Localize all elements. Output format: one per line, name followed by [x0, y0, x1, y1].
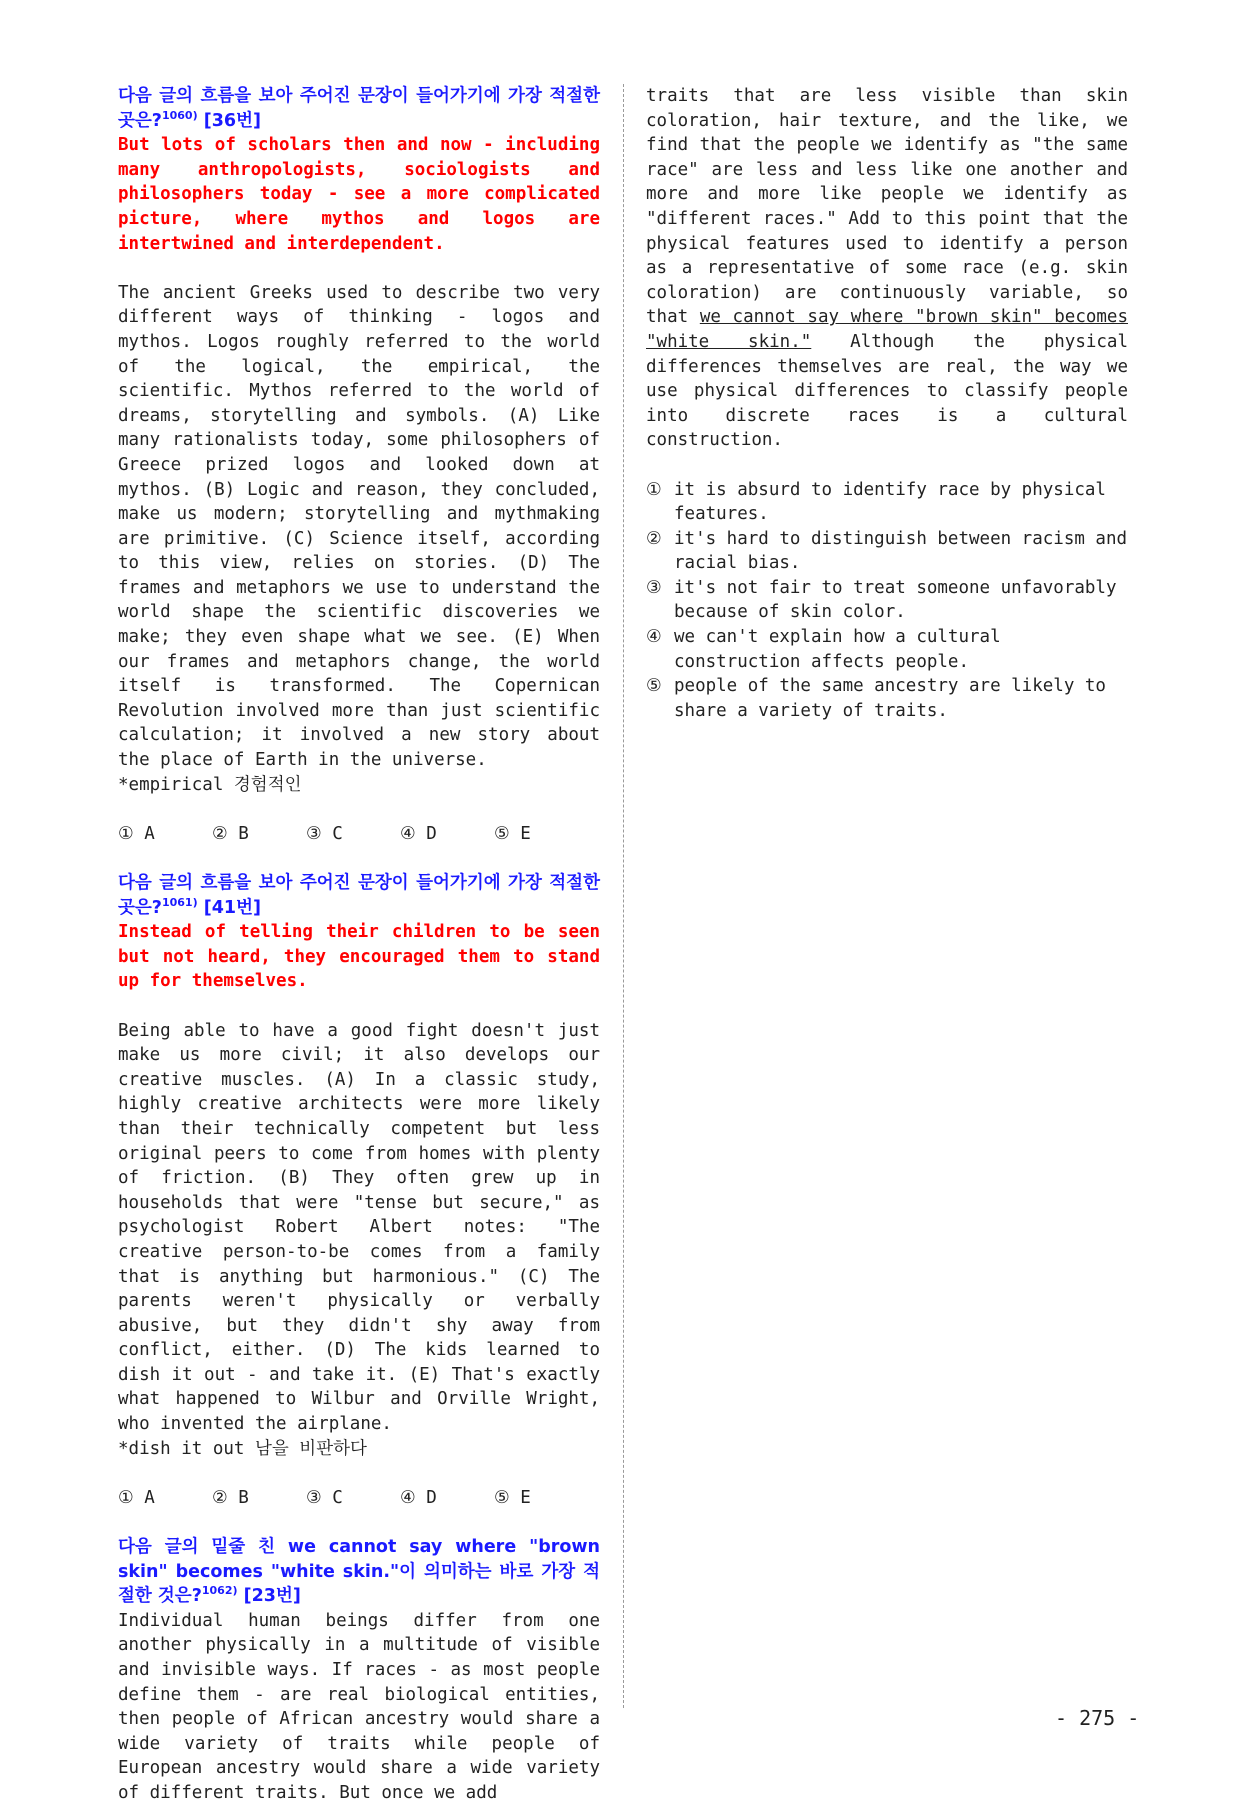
q1-number: [36번] — [197, 110, 261, 131]
q3-footnote-ref: 1062) — [201, 1584, 238, 1598]
spacer — [646, 453, 1128, 478]
q1-heading — [118, 84, 600, 133]
q1-passage: The ancient Greeks used to describe two very different ways of thinking - logos and mythos. Logos roughly referred to the world of the logical, the empirical, the scientific. Mythos referred to the world of dreams, storytelling and symbols. (A) Like many rationalists today, some philosophers of Greece prized logos and looked down at mythos. (B) Logic and reason, they concluded, make us modern; storytelling and mythmaking are primitive. (C) Science itself, according to this view, relies on stories. (D) The frames and metaphors we use to understand the world shape the scientific discoveries we make; they even shape what we see. (E) When our frames and metaphors change, the world itself is transformed. The Copernican Revolution involved more than just scientific calculation; it involved a new story about the place of Earth in the universe. — [118, 282, 600, 771]
q3-heading — [118, 1535, 600, 1609]
q3-passage-part2 — [646, 84, 1128, 453]
q1-choice-3[interactable]: ③ C — [306, 823, 343, 844]
q1-heading-text: 다음 글의 흐름을 보아 주어진 문장이 들어가기에 가장 적절한 곳은? — [118, 86, 600, 131]
q3-passage-text-b: Although the physical differences themselves are real, the way we use physical differences to classify people into discrete races is a cultural construction. — [646, 331, 1128, 451]
q3-passage-text-a: traits that are less visible than skin coloration, hair texture, and the like, we find that the people we identify as "the same race" are less and less like one another and more and more like people we identify as "different races." Add to this point that the physical features used to identify a person as a representative of some race (e.g. skin coloration) are continuously variable, so that — [646, 86, 1128, 328]
q2-choice-2[interactable]: ② B — [212, 1487, 249, 1508]
q3-heading-phrase: we cannot say where "brown skin" becomes "white skin." — [118, 1537, 600, 1582]
q2-choice-5[interactable]: ⑤ E — [494, 1487, 531, 1508]
q3-passage-part1: Individual human beings differ from one another physically in a multitude of visible and invisible ways. If races - as most people define them - are real biological entities, then people of African ancestry would share a wide variety of traits while people of European ancestry would share a wide variety of different traits. But once we add — [118, 1610, 600, 1803]
q2-heading — [118, 871, 600, 920]
q2-passage: Being able to have a good fight doesn't just make us more civil; it also develops our creative muscles. (A) In a classic study, highly creative architects were more likely than their technically competent but less original peers to come from homes with plenty of friction. (B) They often grew up in households that were "tense but secure," as psychologist Robert Albert notes: "The creative person-to-be comes from a family that is anything but harmonious." (C) The parents weren't physically or verbally abusive, but they didn't shy away from conflict, either. (D) The kids learned to dish it out - and take it. (E) That's exactly what happened to Wilbur and Orville Wright, who invented the airplane. — [118, 1020, 600, 1435]
q1-vocab-note: *empirical 경험적인 — [118, 774, 302, 795]
q3-option-text: people of the same ancestry are likely to share a variety of traits. — [674, 676, 1106, 721]
q2-footnote-ref: 1061) — [161, 895, 198, 909]
q3-option-text: we can't explain how a cultural construction affects people. — [674, 627, 1001, 672]
q3-underlined-phrase: we cannot say where "brown skin" becomes "white skin." — [646, 307, 1128, 352]
right-column — [646, 84, 1128, 723]
q3-option-number: ③ — [646, 577, 662, 598]
q2-choice-1[interactable]: ① A — [118, 1487, 155, 1508]
spacer — [118, 846, 600, 871]
q3-option-1[interactable] — [646, 478, 1128, 527]
q3-option-4[interactable] — [646, 625, 1128, 674]
q1-given-sentence: But lots of scholars then and now - including many anthropologists, sociologists and philosophers today - see a more complicated picture, where mythos and logos are intertwined and interdependent. — [118, 135, 600, 254]
q3-option-number: ① — [646, 479, 662, 500]
q2-choices — [118, 1486, 600, 1511]
q2-number: [41번] — [197, 897, 261, 918]
q3-option-text: it's hard to distinguish between racism and racial bias. — [674, 528, 1128, 574]
q3-option-number: ⑤ — [646, 676, 662, 697]
q3-option-number: ② — [646, 528, 662, 549]
q1-choices — [118, 822, 600, 847]
q3-heading-text-b: 이 의미하는 바로 가장 적절한 것은? — [118, 1561, 600, 1607]
q3-option-text: it's not fair to treat someone unfavorably because of skin color. — [674, 577, 1117, 623]
q2-given-sentence: Instead of telling their children to be seen but not heard, they encouraged them to stand up for themselves. — [118, 922, 600, 992]
q2-choice-4[interactable]: ④ D — [400, 1487, 437, 1508]
q3-option-5[interactable] — [646, 674, 1128, 723]
q1-footnote-ref: 1060) — [161, 108, 198, 122]
q1-choice-1[interactable]: ① A — [118, 823, 155, 844]
q3-option-3[interactable] — [646, 576, 1128, 625]
q3-number: [23번] — [237, 1586, 301, 1607]
spacer — [118, 797, 600, 822]
spacer — [118, 1510, 600, 1535]
spacer — [118, 994, 600, 1019]
column-divider — [623, 84, 624, 1708]
spacer — [118, 1461, 600, 1486]
q1-choice-4[interactable]: ④ D — [400, 823, 437, 844]
q2-choice-3[interactable]: ③ C — [306, 1487, 343, 1508]
q3-heading-text-a: 다음 글의 밑줄 친 — [118, 1537, 288, 1558]
page-number: - 275 - — [1055, 1706, 1140, 1730]
q1-choice-5[interactable]: ⑤ E — [494, 823, 531, 844]
q3-option-text: it is absurd to identify race by physical features. — [674, 479, 1106, 525]
q2-vocab-note: *dish it out 남을 비판하다 — [118, 1438, 367, 1459]
q1-choice-2[interactable]: ② B — [212, 823, 249, 844]
spacer — [118, 256, 600, 281]
q2-heading-text: 다음 글의 흐름을 보아 주어진 문장이 들어가기에 가장 적절한 곳은? — [118, 873, 600, 918]
q3-option-number: ④ — [646, 627, 662, 648]
q3-option-2[interactable] — [646, 527, 1128, 576]
left-column — [118, 84, 600, 1806]
